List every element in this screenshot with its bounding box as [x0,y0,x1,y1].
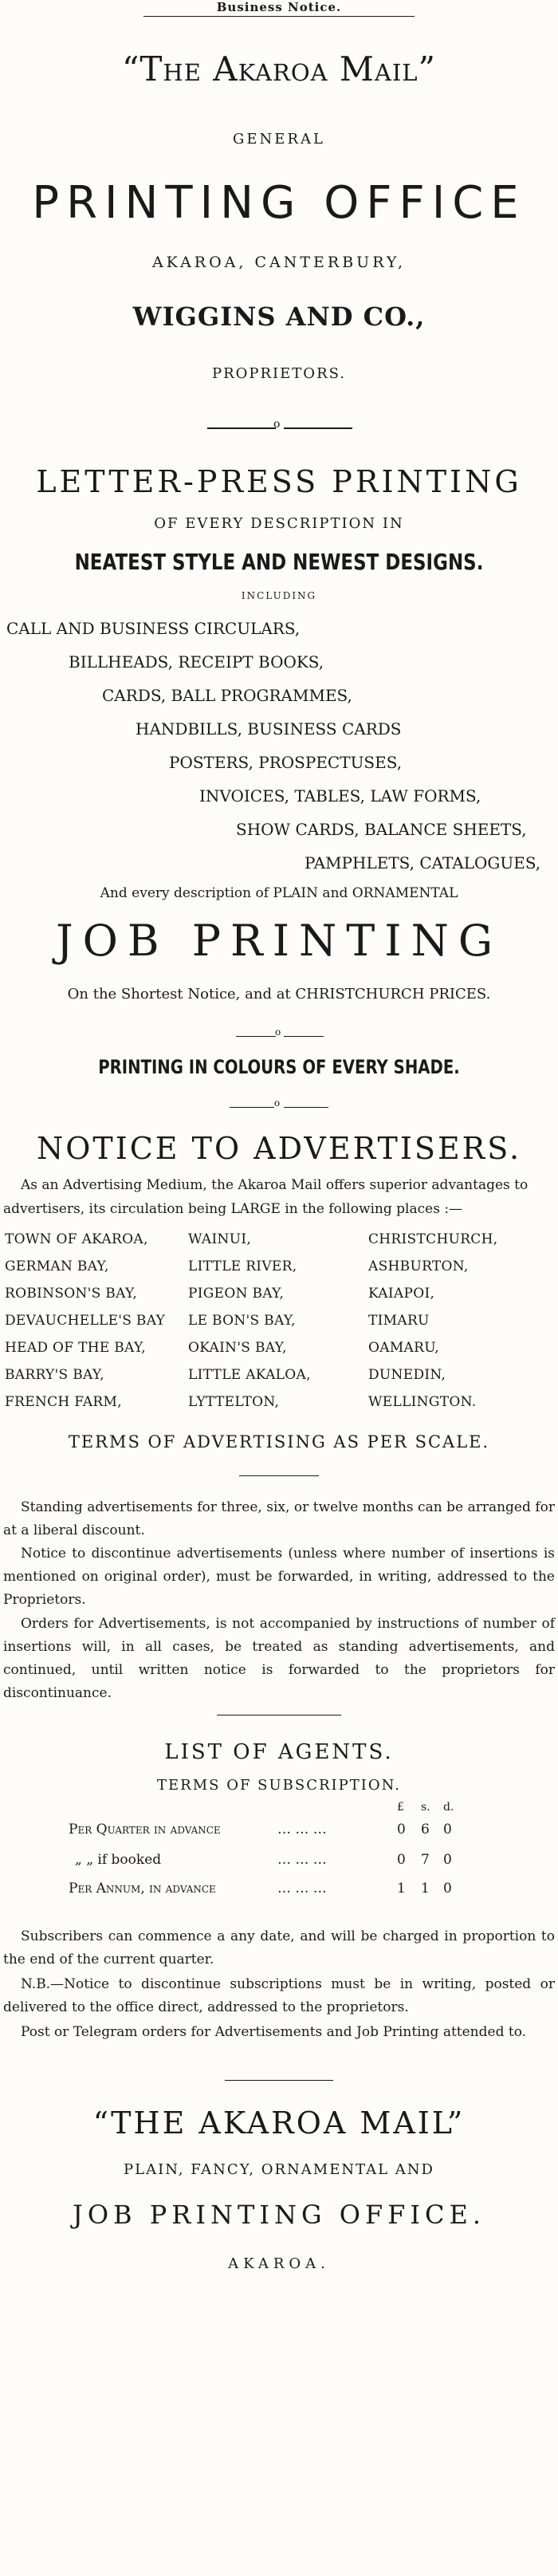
rule-ornament: o [273,418,281,431]
currency-header-pence: d. [443,1801,454,1814]
town-cell: LE BON'S BAY, [188,1313,296,1329]
rate-pounds: 0 [397,1852,406,1868]
town-cell: DEVAUCHELLE'S BAY [5,1313,166,1329]
rate-dots: … … … [277,1822,327,1837]
advertisers-heading: NOTICE TO ADVERTISERS. [36,1131,522,1166]
subscription-heading: TERMS OF SUBSCRIPTION. [157,1777,401,1794]
rate-pounds: 1 [397,1881,406,1897]
subscription-paragraph-2: N.B.—Notice to discontinue subscriptions must be in writing, posted or delivered to the office direct, addressed to the proprietors. [3,1976,555,2015]
rule-right [284,1107,328,1108]
service-item: CARDS, BALL PROGRAMMES, [102,686,352,705]
including-label: INCLUDING [241,590,317,601]
town-cell: ROBINSON'S BAY, [5,1286,138,1302]
service-item: CALL AND BUSINESS CIRCULARS, [6,619,301,638]
short-rule [239,1475,319,1476]
town-cell: LITTLE RIVER, [188,1258,297,1274]
masthead-title: “The Akaroa Mail” [121,49,437,89]
plain-fancy-line: PLAIN, FANCY, ORNAMENTAL AND [124,2161,434,2178]
every-description-line: And every description of PLAIN and ORNAMENTAL [100,885,458,901]
rate-pence: 0 [443,1881,452,1897]
service-item: INVOICES, TABLES, LAW FORMS, [199,786,481,805]
location-line: AKAROA, CANTERBURY, [151,254,407,271]
subscription-paragraph-1: Subscribers can commence a any date, and will be charged in proportion to the end of the current quarter. [3,1928,555,1967]
town-cell: FRENCH FARM, [5,1394,122,1410]
town-cell: LYTTELTON, [188,1394,280,1410]
terms-line: TERMS OF ADVERTISING AS PER SCALE. [68,1432,490,1451]
footer-title: “THE AKAROA MAIL” [92,2105,466,2141]
shortest-notice-line: On the Shortest Notice, and at CHRISTCHURCH PRICES. [67,986,491,1002]
rate-pence: 0 [443,1822,452,1837]
town-cell: DUNEDIN, [368,1367,446,1383]
town-cell: OAMARU, [368,1340,439,1356]
town-cell: ASHBURTON, [368,1258,469,1274]
printing-office-heading: PRINTING OFFICE [32,177,526,229]
advertisers-paragraph-1: Standing advertisements for three, six, or twelve months can be arranged for at a liberal discount. [3,1499,555,1538]
advertisers-paragraph-3: Orders for Advertisements, is not accompanied by instructions of number of insertions will, in all cases, be treated as standing advertisements, and continued, until written notice is forwarded to the proprietors for discontinuance. [3,1616,555,1701]
rule-right [284,427,352,429]
job-printing-heading: JOB PRINTING [55,916,503,966]
footer-akaroa: AKAROA. [228,2255,330,2272]
rule-left [236,1036,276,1037]
town-cell: TOWN OF AKAROA, [5,1231,148,1247]
of-every-line: OF EVERY DESCRIPTION IN [154,515,404,532]
rule-left [207,427,276,429]
town-cell: OKAIN'S BAY, [188,1340,287,1356]
general-label: GENERAL [233,131,325,148]
rule-ornament: o [275,1026,281,1038]
advertisers-intro-line-1: As an Advertising Medium, the Akaroa Mail offers superior advantages to [21,1177,529,1193]
rate-label: Per Annum, in advance [69,1881,216,1897]
rate-pence: 0 [443,1852,452,1868]
running-head-rule [143,16,415,17]
rate-dots: … … … [277,1881,327,1897]
job-office-line: JOB PRINTING OFFICE. [72,2200,486,2230]
town-cell: CHRISTCHURCH, [368,1231,498,1247]
rule-left [230,1107,274,1108]
advertisers-intro-line-2: advertisers, its circulation being LARGE in the following places :— [3,1201,463,1217]
currency-header-pounds: £ [397,1801,404,1814]
town-cell: KAIAPOI, [368,1286,435,1302]
currency-header-shillings: s. [421,1801,430,1814]
colours-line: PRINTING IN COLOURS OF EVERY SHADE. [98,1056,460,1078]
rate-shillings: 1 [421,1881,430,1897]
running-head: Business Notice. [216,0,342,14]
agents-heading: LIST OF AGENTS. [164,1740,394,1764]
rule-right [284,1036,324,1037]
letterpress-heading: LETTER-PRESS PRINTING [36,464,522,499]
subscription-paragraph-3: Post or Telegram orders for Advertisements and Job Printing attended to. [21,2024,527,2040]
advertisers-paragraph-2: Notice to discontinue advertisements (unless where number of insertions is mentioned on original order), must be forwarded, in writing, addressed to the Proprietors. [3,1546,555,1608]
rate-pounds: 0 [397,1822,406,1837]
town-cell: BARRY'S BAY, [5,1367,104,1383]
rate-label: Per Quarter in advance [69,1822,221,1837]
town-cell: LITTLE AKALOA, [188,1367,311,1383]
section-rule [225,2080,333,2081]
service-item: POSTERS, PROSPECTUSES, [169,753,403,772]
proprietors-label: PROPRIETORS. [211,365,347,382]
rate-shillings: 7 [421,1852,430,1868]
rate-dots: … … … [277,1852,327,1868]
town-cell: WELLINGTON. [368,1394,477,1410]
firm-name: WIGGINS AND CO., [132,301,426,332]
town-cell: GERMAN BAY, [5,1258,109,1274]
neatest-style-line: NEATEST STYLE AND NEWEST DESIGNS. [74,549,484,575]
service-item: SHOW CARDS, BALANCE SHEETS, [236,820,527,839]
town-cell: HEAD OF THE BAY, [5,1340,146,1356]
service-item: PAMPHLETS, CATALOGUES, [305,853,541,872]
town-cell: TIMARU [368,1313,430,1329]
rate-label: „ „ if booked [75,1852,162,1868]
rate-shillings: 6 [421,1822,430,1837]
service-item: BILLHEADS, RECEIPT BOOKS, [69,652,324,672]
rule-ornament: o [274,1097,281,1109]
town-cell: PIGEON BAY, [188,1286,285,1302]
town-cell: WAINUI, [188,1231,252,1247]
service-item: HANDBILLS, BUSINESS CARDS [136,719,402,739]
